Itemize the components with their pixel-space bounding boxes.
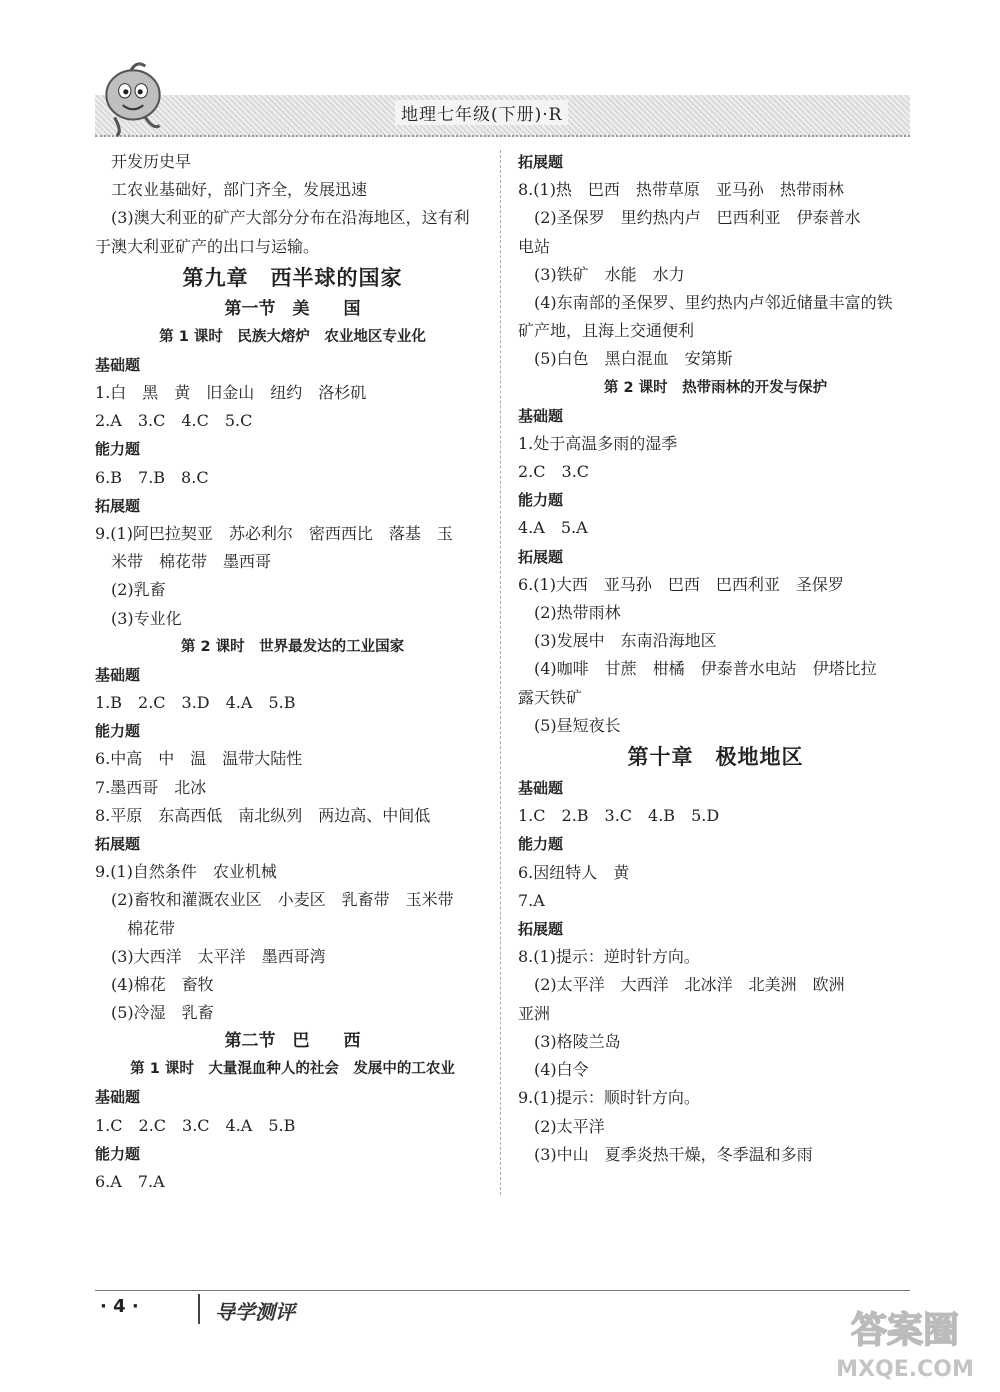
answer-line: 8.(1)提示：逆时针方向。 [518, 947, 700, 967]
question-category: 能力题 [518, 835, 564, 854]
answer-line: (4)东南部的圣保罗、里约热内卢邻近储量丰富的铁 [534, 293, 893, 313]
left-column [95, 148, 490, 1196]
answer-line: (3)大西洋 太平洋 墨西哥湾 [111, 946, 326, 966]
question-category: 基础题 [518, 779, 564, 798]
answer-line: (2)圣保罗 里约热内卢 巴西利亚 伊泰普水 [534, 208, 861, 228]
answer-line: 1.白 黑 黄 旧金山 纽约 洛杉矶 [95, 383, 367, 403]
watermark-url: MXQE.COM [836, 1357, 974, 1382]
answer-line: (5)冷湿 乳畜 [111, 1003, 214, 1023]
question-category: 能力题 [95, 722, 141, 741]
answer-line: 2.A 3.C 4.C 5.C [95, 411, 253, 431]
answer-line: 2.C 3.C [518, 462, 590, 482]
question-category: 基础题 [518, 406, 564, 425]
answer-line: 8.(1)热 巴西 热带草原 亚马孙 热带雨林 [518, 180, 844, 200]
answer-line: 米带 棉花带 墨西哥 [111, 552, 272, 572]
header-title: 地理七年级(下册)·R [395, 100, 568, 125]
answer-line: 4.A 5.A [518, 518, 588, 538]
column-divider [500, 150, 501, 1195]
answer-line: (2)畜牧和灌溉农业区 小麦区 乳畜带 玉米带 [111, 890, 454, 910]
watermark-logo [820, 1300, 990, 1385]
lesson-title: 第 2 课时 热带雨林的开发与保护 [603, 379, 828, 396]
lesson-title: 第 1 课时 大量混血种人的社会 发展中的工农业 [130, 1061, 455, 1078]
question-category: 基础题 [95, 355, 141, 374]
answer-line: (4)白令 [534, 1060, 589, 1080]
answer-line: (3)铁矿 水能 水力 [534, 264, 685, 284]
answer-line: (5)白色 黑白混血 安第斯 [534, 349, 733, 369]
answer-line: (3)中山 夏季炎热干燥，冬季温和多雨 [534, 1144, 813, 1164]
question-category: 拓展题 [95, 835, 141, 854]
answer-line: 6.B 7.B 8.C [95, 467, 209, 487]
answer-line: (3)格陵兰岛 [534, 1031, 621, 1051]
footer-brand: 导学测评 [215, 1300, 295, 1324]
watermark-main: 答案圈 [850, 1310, 960, 1351]
section-title: 第二节 巴 西 [224, 1031, 361, 1052]
question-category: 基础题 [95, 1088, 141, 1107]
answer-line: 露天铁矿 [518, 687, 583, 707]
question-category: 拓展题 [518, 153, 564, 171]
page-number: · 4 · [100, 1296, 139, 1317]
lesson-title: 第 2 课时 世界最发达的工业国家 [180, 638, 405, 655]
question-category: 拓展题 [518, 920, 564, 939]
answer-line: (3)专业化 [111, 608, 182, 628]
answer-line: 开发历史早 [111, 152, 192, 171]
chapter-title: 第十章 极地地区 [627, 744, 804, 770]
answer-line: (4)咖啡 甘蔗 柑橘 伊泰普水电站 伊塔比拉 [534, 659, 877, 679]
answer-line: (3)发展中 东南沿海地区 [534, 631, 717, 651]
answer-line: 1.C 2.C 3.C 4.A 5.B [95, 1115, 296, 1135]
mascot-logo [92, 58, 174, 140]
right-column [518, 148, 913, 1169]
section-title: 第一节 美 国 [224, 298, 361, 319]
question-category: 能力题 [518, 491, 564, 510]
question-category: 拓展题 [518, 547, 564, 566]
answer-line: (2)太平洋 大西洋 北冰洋 北美洲 欧洲 [534, 975, 845, 995]
footer-separator [198, 1294, 200, 1324]
answer-line: (2)乳畜 [111, 580, 166, 600]
question-category: 拓展题 [95, 496, 141, 515]
answer-line: (2)热带雨林 [534, 603, 621, 623]
answer-line: (2)太平洋 [534, 1116, 605, 1136]
answer-line: (5)昼短夜长 [534, 715, 621, 735]
answer-line: 9.(1)提示：顺时针方向。 [518, 1088, 700, 1108]
answer-line: (3)澳大利亚的矿产大部分分布在沿海地区，这有利 [111, 208, 470, 228]
answer-line: 1.C 2.B 3.C 4.B 5.D [518, 806, 720, 826]
answer-line: 7.A [518, 890, 545, 910]
answer-line: 7.墨西哥 北冰 [95, 777, 207, 797]
answer-line: 亚洲 [518, 1003, 551, 1023]
answer-line: 9.(1)自然条件 农业机械 [95, 862, 277, 882]
answer-line: 矿产地，且海上交通便利 [518, 321, 695, 341]
question-category: 能力题 [95, 440, 141, 459]
footer-rule [95, 1290, 910, 1291]
question-category: 能力题 [95, 1144, 141, 1163]
answer-line: 9.(1)阿巴拉契亚 苏必利尔 密西西比 落基 玉 [95, 524, 453, 544]
answer-line: 工农业基础好，部门齐全，发展迅速 [111, 180, 368, 200]
answer-line: 6.因纽特人 黄 [518, 862, 630, 882]
answer-line: 电站 [518, 236, 551, 256]
question-category: 基础题 [95, 665, 141, 684]
answer-line: 1.B 2.C 3.D 4.A 5.B [95, 693, 296, 713]
lesson-title: 第 1 课时 民族大熔炉 农业地区专业化 [159, 328, 426, 345]
chapter-title: 第九章 西半球的国家 [182, 264, 403, 290]
answer-line: 6.中高 中 温 温带大陆性 [95, 749, 303, 769]
answer-line: 于澳大利亚矿产的出口与运输。 [95, 236, 320, 256]
answer-line: 1.处于高温多雨的湿季 [518, 433, 678, 453]
answer-line: 8.平原 东高西低 南北纵列 两边高、中间低 [95, 805, 431, 825]
answer-line: 6.A 7.A [95, 1172, 165, 1192]
answer-line: 6.(1)大西 亚马孙 巴西 巴西利亚 圣保罗 [518, 574, 844, 594]
answer-line: (4)棉花 畜牧 [111, 975, 214, 995]
answer-line: 棉花带 [111, 918, 176, 938]
